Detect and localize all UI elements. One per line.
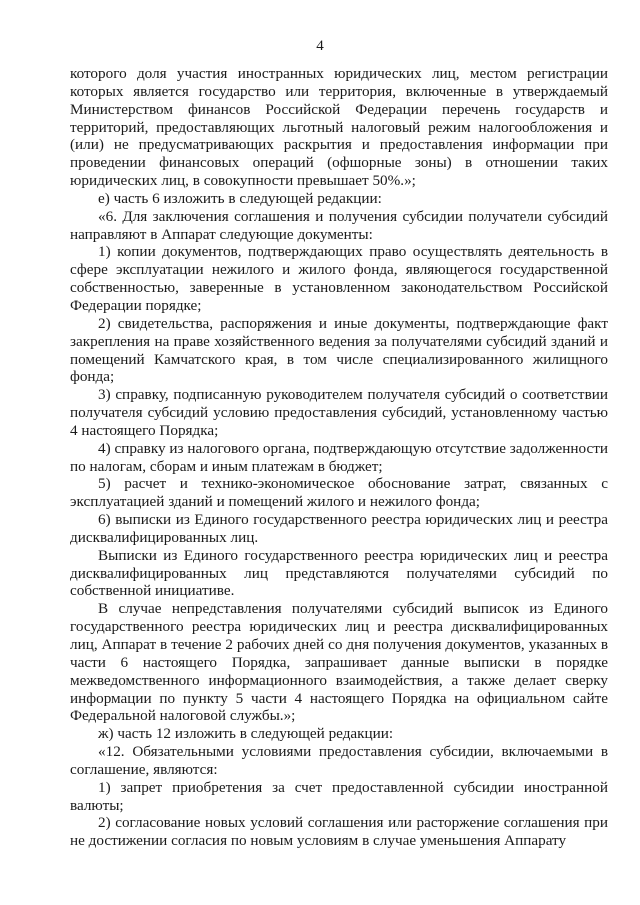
list-item-1: 1) копии документов, подтверждающих право осуществлять деятельность в сфере эксплуатации нежилого и жилого фонда, являющегося государственной собственностью, заверенные в установленном законодательством Российской Федерации порядке; bbox=[70, 243, 608, 314]
list-item-3: 3) справку, подписанную руководителем получателя субсидий о соответствии получателя субсидий условию предоставления субсидий, установленному частью 4 настоящего Порядка; bbox=[70, 386, 608, 439]
page-number: 4 bbox=[316, 38, 324, 54]
condition-item-2: 2) согласование новых условий соглашения или расторжение соглашения при не достижении согласия по новым условиям в случае уменьшения Аппарату bbox=[70, 814, 608, 850]
list-item-4: 4) справку из налогового органа, подтверждающую отсутствие задолженности по налогам, сборам и иным платежам в бюджет; bbox=[70, 439, 608, 475]
paragraph-amendment-e: е) часть 6 изложить в следующей редакции: bbox=[98, 189, 382, 207]
condition-item-1: 1) запрет приобретения за счет предоставленной субсидии иностранной валюты; bbox=[70, 778, 608, 814]
paragraph-continuation: которого доля участия иностранных юридических лиц, местом регистрации которых является государство или территория, включенные в утверждаемый Министерством финансов Российской Федерации перечень государств и территорий, предоставляющих льготный налоговый режим налогообложения и (или) не предусматривающих раскрытия и предоставления информации при проведении финансовых операций (офшорные зоны) в отношении таких юридических лиц, в совокупности превышает 50%.»; bbox=[70, 65, 608, 190]
paragraph-extracts: Выписки из Единого государственного реестра юридических лиц и реестра дисквалифицированных лиц представляются получателями субсидий по собственной инициативе. bbox=[70, 546, 608, 600]
paragraph-part-6: «6. Для заключения соглашения и получения субсидии получатели субсидий направляют в Аппарат следующие документы: bbox=[70, 207, 608, 243]
document-body bbox=[70, 65, 608, 850]
list-item-6: 6) выписки из Единого государственного реестра юридических лиц и реестра дисквалифицированных лиц. bbox=[70, 511, 608, 546]
paragraph-amendment-zh: ж) часть 12 изложить в следующей редакции: bbox=[98, 725, 394, 743]
list-item-2: 2) свидетельства, распоряжения и иные документы, подтверждающие факт закрепления на праве хозяйственного ведения за получателями субсидий зданий и помещений Камчатского края, в том числе специализированного жилищного фонда; bbox=[70, 314, 608, 386]
paragraph-non-submission: В случае непредставления получателями субсидий выписок из Единого государственного реестра юридических лиц и реестра дисквалифицированных лиц, Аппарат в течение 2 рабочих дней со дня получения документов, указанных в части 6 настоящего Порядка, запрашивает данные выписки в порядке межведомственного информационного взаимодействия, а также делает сверку информации по пункту 5 части 4 настоящего Порядка на официальном сайте Федеральной налоговой службы.»; bbox=[70, 600, 608, 725]
paragraph-part-12: «12. Обязательными условиями предоставления субсидии, включаемыми в соглашение, являются: bbox=[70, 743, 608, 778]
list-item-5: 5) расчет и технико-экономическое обоснование затрат, связанных с эксплуатацией зданий и помещений жилого и нежилого фонда; bbox=[70, 475, 608, 511]
